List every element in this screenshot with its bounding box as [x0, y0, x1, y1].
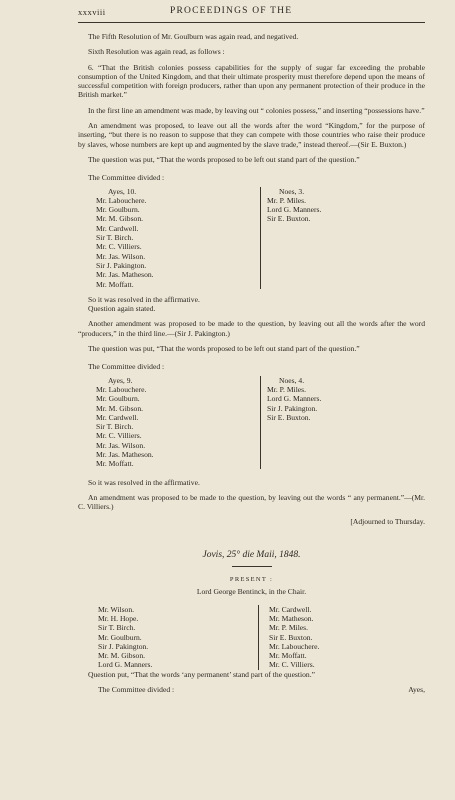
member-name: Mr. C. Villiers.: [96, 242, 142, 252]
present-members-table: [78, 605, 425, 670]
noes-column: [260, 376, 425, 469]
resolution-text: 6. “That the British colonies possess capabilities for the supply of sugar far exceeding the probable consumption of the United Kingdom, and that their ultimate prosperity must therefore depend upon the means of successful competition with foreign producers, rather than upon any permanent protection of their produce in the British market.”: [78, 62, 425, 100]
question-again-stated: Question again stated.: [88, 304, 156, 314]
member-name: Mr. P. Miles.: [267, 195, 307, 205]
member-name: Mr. Labouchere.: [96, 195, 147, 205]
question-put-1: The question was put, “That the words proposed to be left out stand part of the question.”: [88, 154, 360, 164]
ayes-heading: Ayes, 9.: [108, 375, 133, 385]
division-table-1: [78, 187, 425, 289]
member-name: Mr. Labouchere.: [269, 641, 320, 651]
division-table-2: [78, 376, 425, 469]
present-label: PRESENT :: [229, 576, 274, 584]
member-name: Mr. Goulburn.: [98, 632, 142, 642]
noes-heading: Noes, 4.: [279, 375, 305, 385]
amendment-buxton: An amendment was proposed, to leave out all the words after the word “Kingdom,” for the purpose of inserting, “but there is no reason to suppose that they can compete with those countries who raise their produce by slaves, whose numbers are kept up and augmented by the slave trade,” instead thereof.—(Sir E. Buxton.): [78, 121, 425, 149]
ayes-column: [78, 187, 260, 289]
member-name: Mr. Jas. Wilson.: [96, 440, 146, 450]
member-name: Sir T. Birch.: [96, 233, 134, 243]
member-name: Sir E. Buxton.: [267, 412, 311, 422]
member-name: Mr. Moffatt.: [96, 279, 134, 289]
committee-divided-3: The Committee divided :: [98, 685, 175, 695]
member-name: Mr. Goulburn.: [96, 394, 140, 404]
member-name: Mr. Matheson.: [269, 613, 314, 623]
committee-divided-2: The Committee divided :: [88, 362, 165, 372]
member-name: Mr. Cardwell.: [96, 223, 139, 233]
member-name: Mr. H. Hope.: [98, 613, 139, 623]
paragraph-fifth-resolution: The Fifth Resolution of Mr. Goulburn was again read, and negatived.: [88, 32, 299, 41]
member-name: Mr. M. Gibson.: [96, 403, 144, 413]
member-name: Sir J. Pakington.: [98, 641, 149, 651]
noes-heading: Noes, 3.: [279, 186, 305, 196]
ayes-column: [78, 376, 260, 469]
committee-divided-row: [78, 685, 425, 694]
member-name: Mr. M. Gibson.: [96, 214, 144, 224]
date-line: Jovis, 25° die Maii, 1848.: [202, 549, 301, 560]
member-name: Mr. M. Gibson.: [98, 651, 146, 661]
header-rule: [78, 22, 425, 23]
member-name: Mr. Moffatt.: [269, 651, 307, 661]
page-number: xxxviii: [78, 7, 106, 17]
short-rule: [232, 566, 272, 567]
amendment-first-line: In the first line an amendment was made, by leaving out “ colonies possess,” and inserting “possessions have.”: [88, 105, 425, 115]
member-name: Mr. Cardwell.: [96, 412, 139, 422]
amendment-pakington: Another amendment was proposed to be made to the question, by leaving out all the words after the word “producers,” in the third line.—(Sir J. Pakington.): [78, 319, 425, 338]
running-header: [78, 6, 425, 20]
member-name: Sir T. Birch.: [98, 623, 136, 633]
amendment-villiers: An amendment was proposed to be made to the question, by leaving out the words “ any permanent.”—(Mr. C. Villiers.): [78, 492, 425, 512]
member-name: Sir J. Pakington.: [96, 260, 147, 270]
page-body: [78, 32, 425, 694]
member-name: Mr. P. Miles.: [269, 623, 309, 633]
member-name: Sir T. Birch.: [96, 422, 134, 432]
member-name: Lord G. Manners.: [267, 394, 322, 404]
member-name: Mr. Labouchere.: [96, 384, 147, 394]
member-name: Mr. Moffatt.: [96, 459, 134, 469]
member-name: Mr. C. Villiers.: [269, 660, 315, 670]
ayes-heading: Ayes, 10.: [108, 186, 137, 196]
member-name: Sir E. Buxton.: [269, 632, 313, 642]
committee-divided-1: The Committee divided :: [88, 173, 165, 183]
resolved-affirmative-2: So it was resolved in the affirmative.: [88, 477, 200, 487]
member-name: Sir E. Buxton.: [267, 214, 311, 224]
adjourned-note: [Adjourned to Thursday.: [350, 517, 425, 527]
present-right-column: [258, 605, 425, 670]
member-name: Mr. Goulburn.: [96, 205, 140, 215]
resolved-affirmative-1: So it was resolved in the affirmative.: [88, 294, 200, 304]
member-name: Lord G. Manners.: [98, 660, 153, 670]
member-name: Sir J. Pakington.: [267, 403, 318, 413]
member-name: Mr. Jas. Matheson.: [96, 270, 154, 280]
member-name: Mr. Cardwell.: [269, 604, 312, 614]
running-title: PROCEEDINGS OF THE: [170, 6, 293, 16]
noes-column: [260, 187, 425, 289]
catchword: Ayes,: [408, 685, 425, 695]
member-name: Mr. Jas. Matheson.: [96, 449, 154, 459]
paragraph-sixth-resolution: Sixth Resolution was again read, as follows :: [88, 47, 225, 57]
chair-line: Lord George Bentinck, in the Chair.: [196, 587, 307, 597]
member-name: Mr. C. Villiers.: [96, 431, 142, 441]
member-name: Mr. P. Miles.: [267, 384, 307, 394]
present-left-column: [78, 605, 258, 670]
member-name: Mr. Jas. Wilson.: [96, 251, 146, 261]
member-name: Lord G. Manners.: [267, 205, 322, 215]
member-name: Mr. Wilson.: [98, 604, 135, 614]
question-put-2: The question was put, “That the words proposed to be left out stand part of the question.”: [88, 344, 360, 354]
question-put-3: Question put, “That the words ‘any permanent’ stand part of the question.”: [88, 669, 315, 679]
